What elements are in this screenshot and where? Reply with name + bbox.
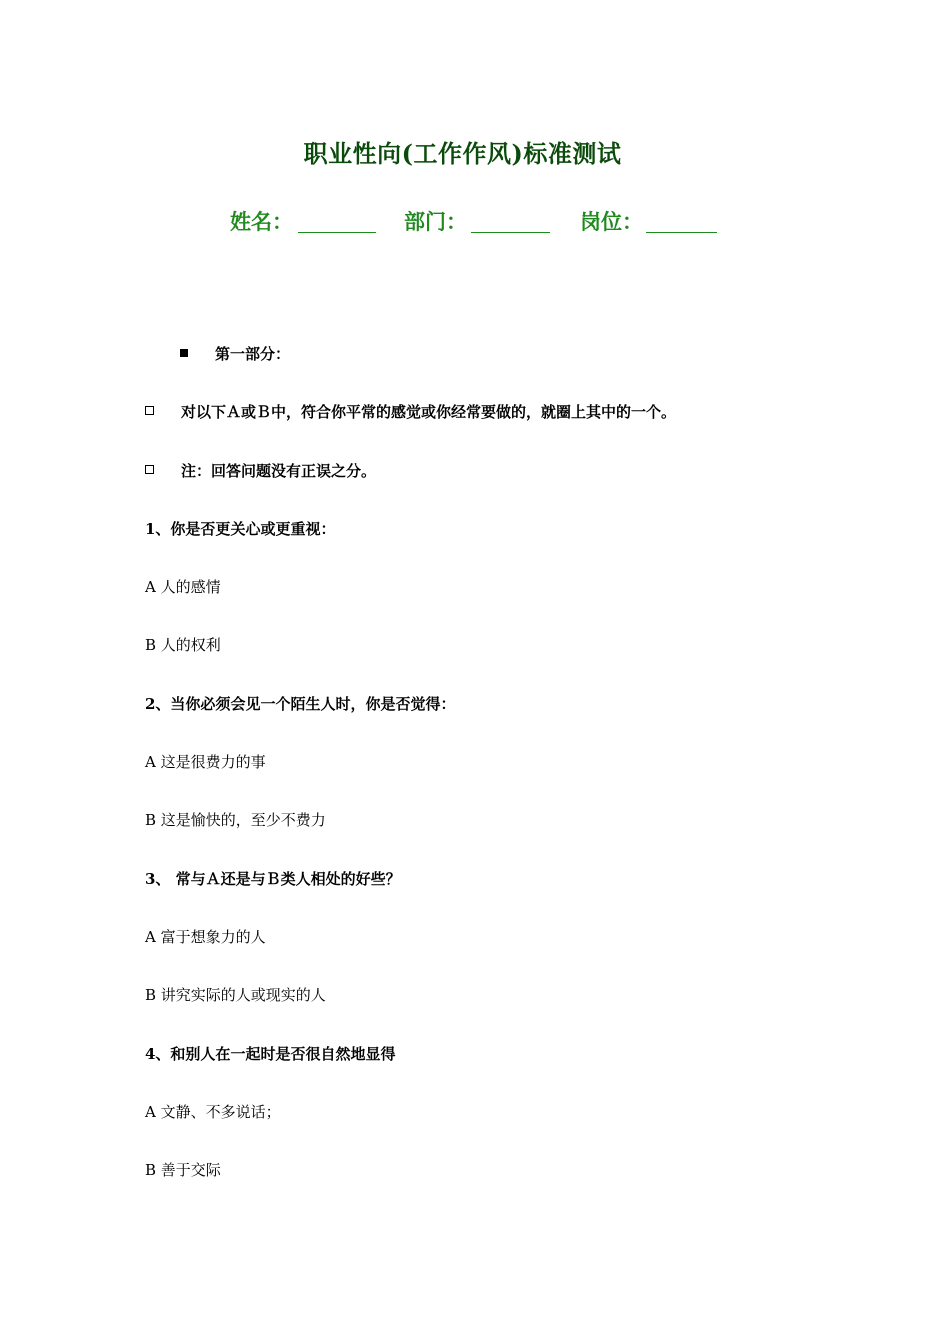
question-text: 3、 常与Ａ还是与Ｂ类人相处的好些？ <box>145 870 401 888</box>
department-label: 部门： <box>404 209 467 234</box>
answer-option[interactable]: B 这是愉快的，至少不费力 <box>145 811 326 829</box>
info-row <box>0 206 950 240</box>
question-text: 1、你是否更关心或更重视： <box>145 520 336 538</box>
position-label: 岗位： <box>580 209 643 234</box>
answer-option[interactable]: A 人的感情 <box>145 578 221 596</box>
position-field-line[interactable] <box>646 232 717 233</box>
page-title: 职业性向(工作作风)标准测试 <box>303 139 622 168</box>
answer-option[interactable]: A 富于想象力的人 <box>145 928 266 946</box>
name-label: 姓名： <box>230 209 293 234</box>
instruction-line <box>145 461 376 481</box>
instruction-text: 注：回答问题没有正误之分。 <box>181 462 377 480</box>
filled-square-icon <box>180 349 188 357</box>
answer-option[interactable]: B 讲究实际的人或现实的人 <box>145 986 326 1004</box>
answer-option[interactable]: A 这是很费力的事 <box>145 753 266 771</box>
answer-option[interactable]: B 善于交际 <box>145 1161 221 1179</box>
answer-option[interactable]: B 人的权利 <box>145 636 221 654</box>
open-square-icon <box>145 465 154 474</box>
question-text: 2、当你必须会见一个陌生人时，你是否觉得： <box>145 695 456 713</box>
answer-option[interactable]: A 文静、不多说话； <box>145 1103 281 1121</box>
section-heading-text: 第一部分： <box>215 345 291 363</box>
open-square-icon <box>145 406 154 415</box>
section-heading <box>180 344 290 364</box>
instruction-text: 对以下Ａ或Ｂ中，符合你平常的感觉或你经常要做的，就圈上其中的一个。 <box>181 403 677 421</box>
department-field-line[interactable] <box>471 232 550 233</box>
name-field-line[interactable] <box>298 232 376 233</box>
question-text: 4、和别人在一起时是否很自然地显得 <box>145 1045 396 1063</box>
instruction-line <box>145 402 676 422</box>
